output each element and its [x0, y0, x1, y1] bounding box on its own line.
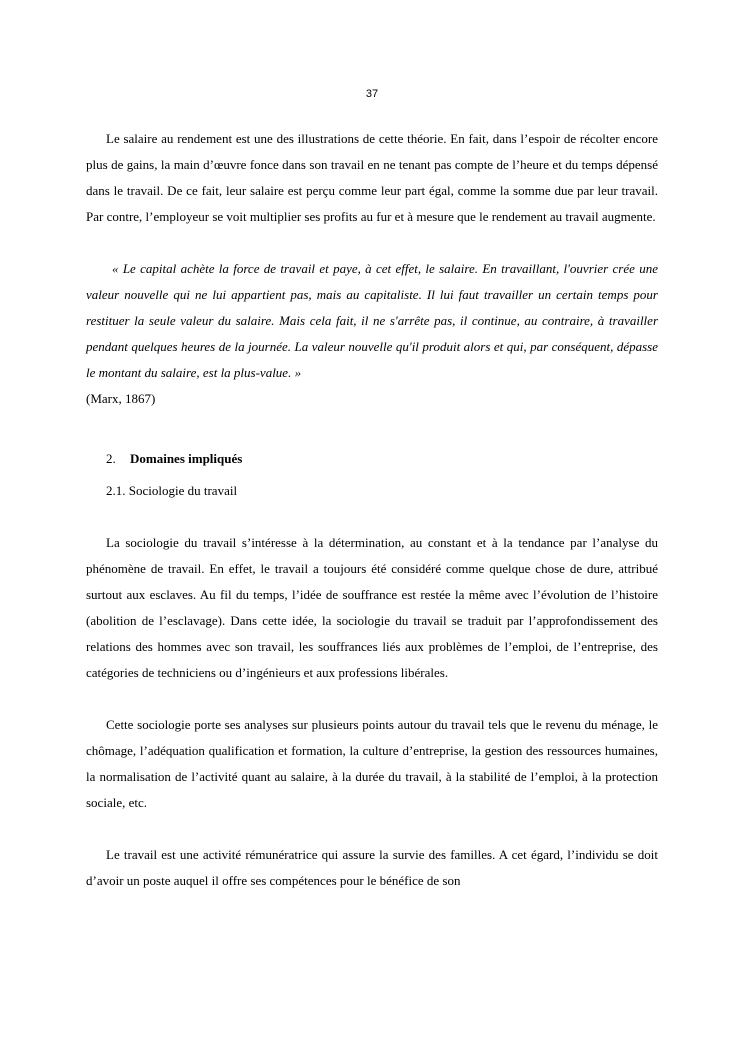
section-heading [86, 446, 658, 472]
section-number: 2. [106, 451, 116, 466]
spacer [86, 504, 658, 530]
page-content [86, 126, 658, 894]
paragraph-activite-remuneratrice: Le travail est une activité rémunératrice qui assure la survie des familles. A cet égard, l’individu se doit d’avoir un poste auquel il offre ses compétences pour le bénéfice de son [86, 847, 658, 888]
subsection-heading: 2.1. Sociologie du travail [106, 483, 238, 498]
section-title: Domaines impliqués [130, 451, 243, 466]
spacer [86, 230, 658, 256]
paragraph-analyses: Cette sociologie porte ses analyses sur plusieurs points autour du travail tels que le revenu du ménage, le chômage, l’adéquation qualification et formation, la culture d’entreprise, la gestion des ressources humaines, la normalisation de l’activité quant au salaire, à la durée du travail, à la stabilité de l’emploi, à la protection sociale, etc. [86, 717, 658, 810]
spacer [86, 412, 658, 446]
spacer [86, 686, 658, 712]
spacer [86, 816, 658, 842]
marx-quote-text: « Le capital achète la force de travail et paye, à cet effet, le salaire. En travaillant, l'ouvrier crée une valeur nouvelle qui ne lui appartient pas, mais au capitaliste. Il lui faut travailler un certain temps pour restituer la seule valeur du salaire. Mais cela fait, il ne s'arrête pas, il continue, au contraire, à travailler pendant quelques heures de la journée. La valeur nouvelle qu'il produit alors et qui, par conséquent, dépasse le montant du salaire, est la plus-value. » [86, 261, 658, 380]
marx-citation: (Marx, 1867) [86, 391, 156, 406]
paragraph-salaire-rendement: Le salaire au rendement est une des illustrations de cette théorie. En fait, dans l’espoir de récolter encore plus de gains, la main d’œuvre fonce dans son travail en ne tenant pas compte de l’heure et du temps dépensé dans le travail. De ce fait, leur salaire est perçu comme leur part égal, comme la somme due par leur travail. Par contre, l’employeur se voit multiplier ses profits au fur et à mesure que le rendement au travail augmente. [86, 131, 658, 224]
marx-quote [86, 256, 658, 412]
paragraph-sociologie-travail: La sociologie du travail s’intéresse à la détermination, au constant et à la tendance par l’analyse du phénomène de travail. En effet, le travail a toujours été considéré comme quelque chose de dure, attribué surtout aux esclaves. Au fil du temps, l’idée de souffrance est restée la même avec l’évolution de l’histoire (abolition de l’esclavage). Dans cette idée, la sociologie du travail se traduit par l’approfondissement des relations des hommes avec son travail, les souffrances liés aux problèmes de l’emploi, de l’entreprise, des catégories de techniciens ou d’ingénieurs et aux professions libérales. [86, 535, 658, 680]
page-number: 37 [365, 88, 379, 100]
